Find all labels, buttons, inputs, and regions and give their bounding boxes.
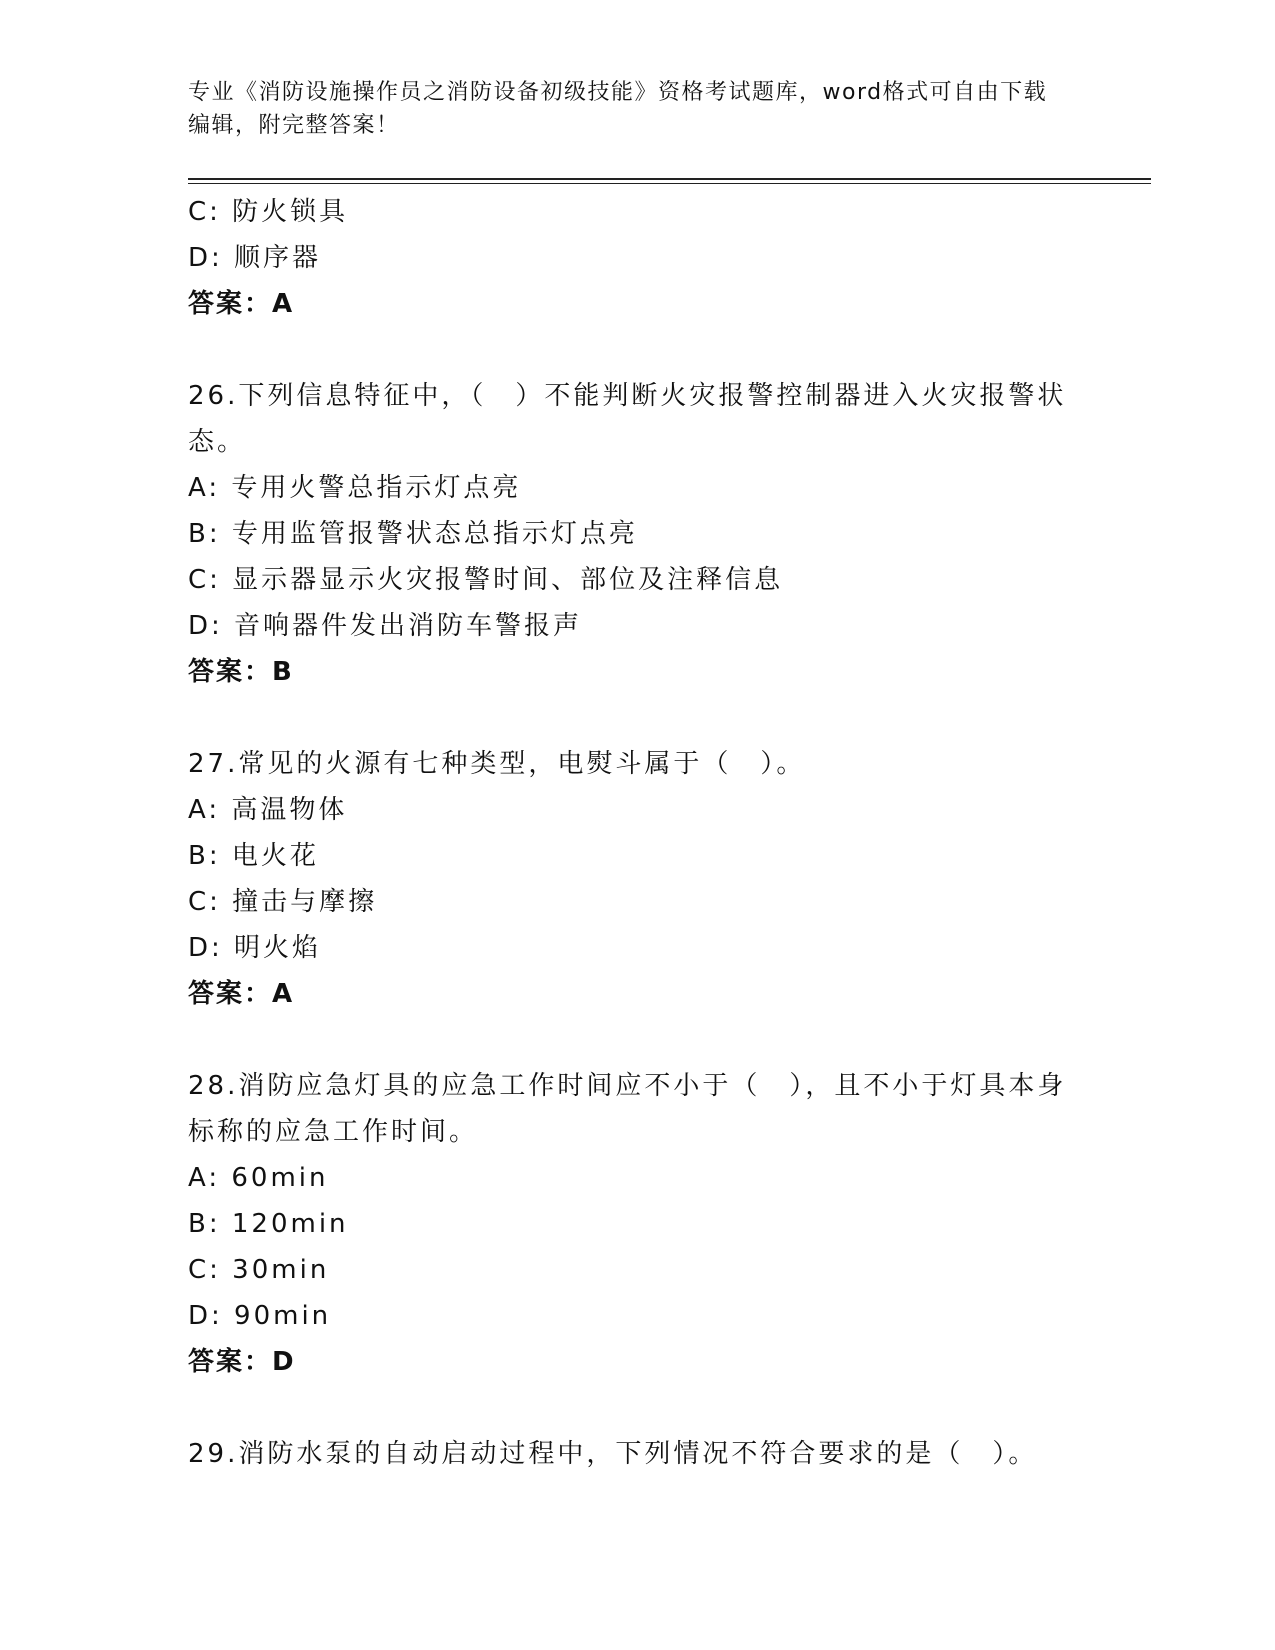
option-c: C: 撞击与摩擦 [188, 887, 378, 917]
question-stem: 27.常见的火源有七种类型，电熨斗属于（ ）。 [188, 749, 806, 779]
header-rule-thick [188, 178, 1151, 180]
question-stem: 28.消防应急灯具的应急工作时间应不小于（ ），且不小于灯具本身标称的应急工作时间。 [188, 1071, 1067, 1147]
spacer [188, 1385, 1088, 1431]
question-29 [188, 1431, 1088, 1477]
spacer [188, 695, 1088, 741]
answer: 答案：A [188, 289, 295, 319]
question-stem: 26.下列信息特征中，（ ）不能判断火灾报警控制器进入火灾报警状态。 [188, 381, 1067, 457]
answer: 答案：A [188, 979, 295, 1009]
question-26 [188, 373, 1088, 695]
answer: 答案：B [188, 657, 294, 687]
option-b: B: 专用监管报警状态总指示灯点亮 [188, 519, 638, 549]
option-c: C: 30min [188, 1255, 330, 1285]
question-list [188, 189, 1088, 1477]
spacer [188, 327, 1088, 373]
option-a: A: 专用火警总指示灯点亮 [188, 473, 522, 503]
question-28 [188, 1063, 1088, 1385]
option-c: C: 显示器显示火灾报警时间、部位及注释信息 [188, 565, 784, 595]
partial-question [188, 189, 1088, 327]
option-a: A: 60min [188, 1163, 329, 1193]
header-rule-thin [188, 183, 1151, 184]
option-d: D: 音响器件发出消防车警报声 [188, 611, 583, 641]
option-d: D: 90min [188, 1301, 332, 1331]
option-a: A: 高温物体 [188, 795, 348, 825]
option-b: B: 电火花 [188, 841, 319, 871]
answer: 答案：D [188, 1347, 296, 1377]
question-stem: 29.消防水泵的自动启动过程中，下列情况不符合要求的是（ ）。 [188, 1439, 1038, 1469]
document-header: 专业《消防设施操作员之消防设备初级技能》资格考试题库，word格式可自由下载编辑，附完整答案！ [188, 80, 1048, 138]
option-b: B: 120min [188, 1209, 349, 1239]
spacer [188, 1017, 1088, 1063]
option-d: D: 顺序器 [188, 243, 322, 273]
option-c: C: 防火锁具 [188, 197, 349, 227]
option-d: D: 明火焰 [188, 933, 322, 963]
question-27 [188, 741, 1088, 1017]
